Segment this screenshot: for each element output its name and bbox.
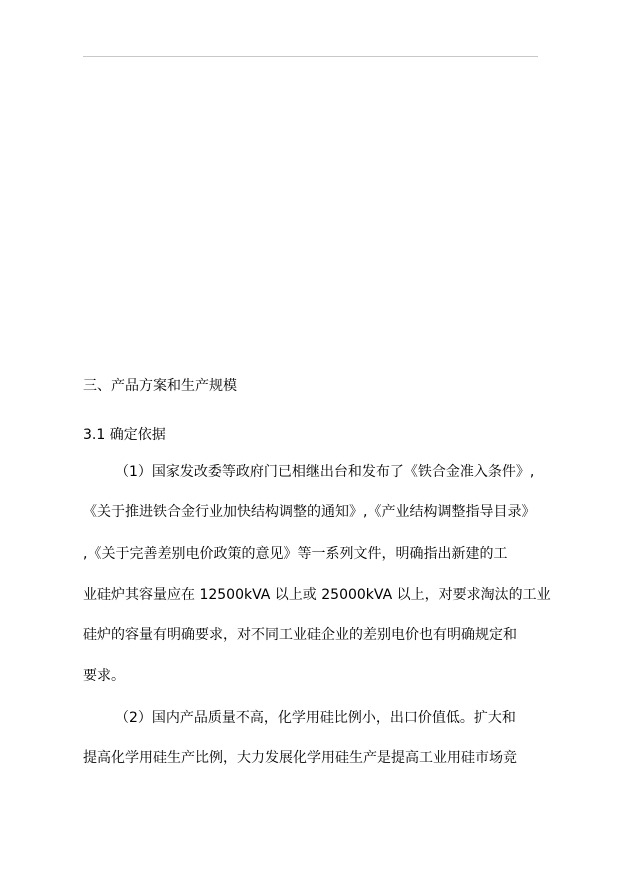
section-heading: 三、产品方案和生产规模 — [83, 378, 237, 394]
page-header-rule — [83, 56, 538, 57]
paragraph-1-line: 《关于推进铁合金行业加快结构调整的通知》,《产业结构调整指导目录》 — [83, 504, 536, 520]
paragraph-1-line: （1）国家发改委等政府门已相继出台和发布了《铁合金准入条件》, — [115, 464, 535, 480]
paragraph-2-line: 提高化学用硅生产比例，大力发展化学用硅生产是提高工业用硅市场竞 — [83, 750, 517, 766]
paragraph-1-line: 要求。 — [83, 668, 125, 684]
paragraph-2-line: （2）国内产品质量不高，化学用硅比例小，出口价值低。扩大和 — [115, 710, 516, 726]
subsection-heading: 3.1 确定依据 — [83, 427, 166, 443]
paragraph-1-line: 硅炉的容量有明确要求，对不同工业硅企业的差别电价也有明确规定和 — [83, 627, 517, 643]
paragraph-1-line: 业硅炉其容量应在 12500kVA 以上或 25000kVA 以上，对要求淘汰的工业 — [83, 587, 551, 603]
paragraph-1-line: ,《关于完善差别电价政策的意见》等一系列文件，明确指出新建的工 — [83, 546, 508, 562]
